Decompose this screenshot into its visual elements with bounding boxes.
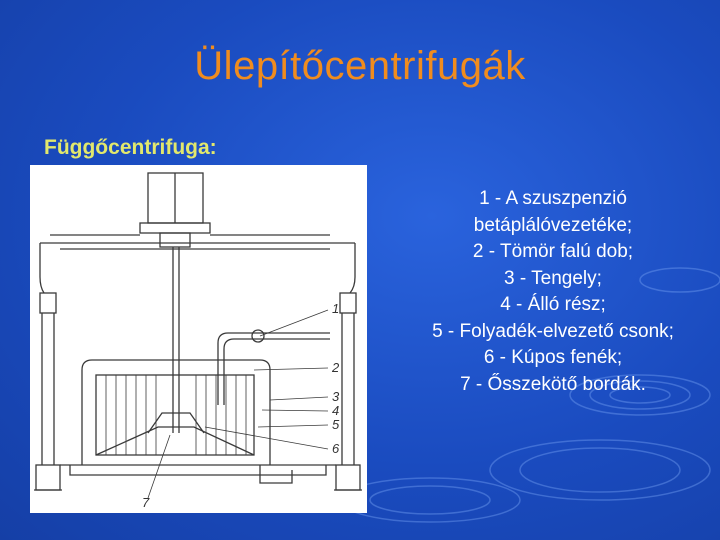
callout-4: 4 [332,403,340,418]
callout-6: 6 [332,441,340,456]
callout-5: 5 [332,417,340,432]
legend-item-5: 5 - Folyadék-elvezető csonk; [432,320,674,342]
legend-item-4: 4 - Álló rész; [500,294,606,315]
callout-7: 7 [142,495,150,510]
legend-item-6: 6 - Kúpos fenék; [483,347,623,368]
slide-subtitle: Függőcentrifuga: [44,136,217,159]
callout-3: 3 [332,389,340,404]
callout-2: 2 [332,360,340,375]
legend-item-2: 2 - Tömör falú dob; [472,241,634,262]
centrifuge-diagram [30,165,367,513]
legend-item-3: 3 - Tengely; [504,267,602,289]
legend-item-7: 7 - Ősszekötő bordák. [460,373,646,395]
slide-title: Ülepítőcentrifugák [194,44,526,88]
centrifuge-drawing [30,165,367,513]
callout-1: 1 [332,301,340,316]
parts-legend [398,186,708,398]
legend-item-1: 1 - A szuszpenzió betáplálóvezetéke; [473,188,633,236]
